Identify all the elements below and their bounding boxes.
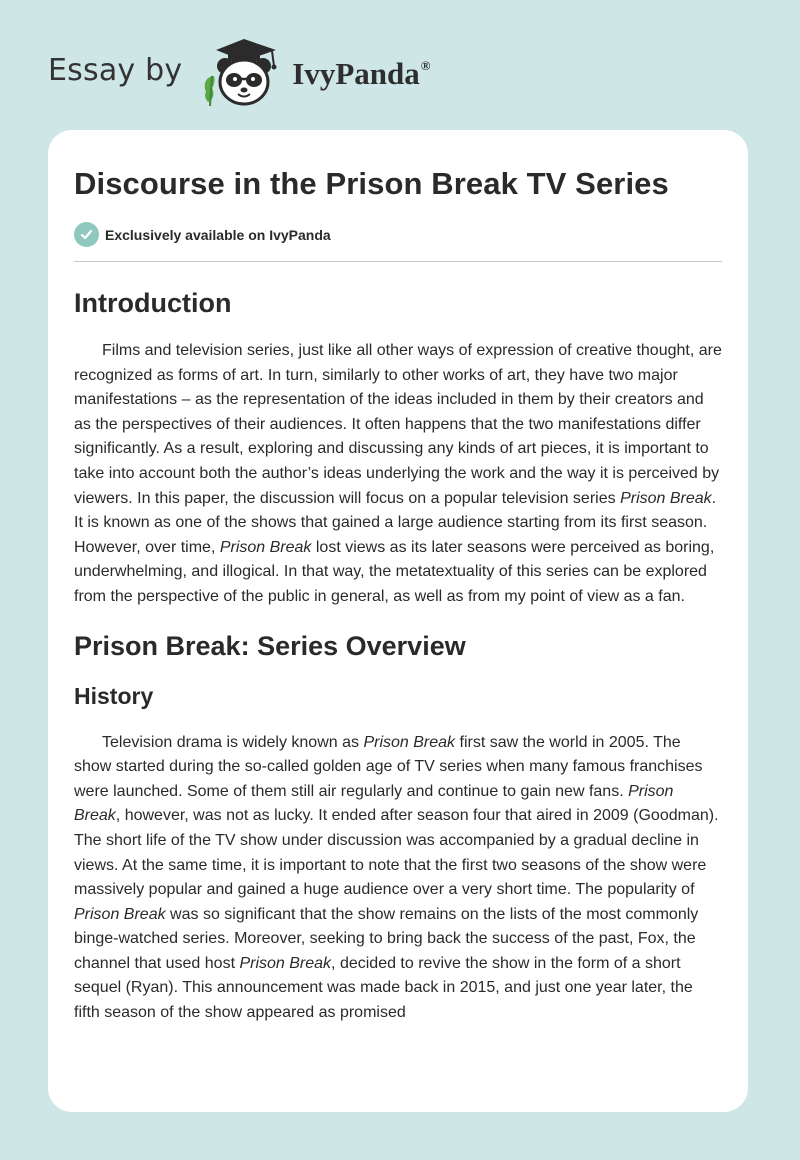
history-text-3: , however, was not as lucky. It ended after season four that aired in 2009 (Goodman). The short life of the TV show under discussion was accompanied by a gradual decline in views. At the same time, it is important to note that the first two seasons of the show were massively popular and gained a huge audience over a very short time. The popularity of (74, 807, 719, 899)
history-text-2: first saw the world in 2005. The show started during the so-called golden age of TV series when many famous franchises were launched. Some of them still air regularly and continue to gain new fans. (74, 733, 703, 800)
intro-text-3: lost views as its later seasons were perceived as boring, underwhelming, and illogical. In that way, the metatextuality of this series can be explored from the perspective of the public in general, as well as from my point of view as a fan. (74, 538, 715, 605)
exclusive-label: Exclusively available on IvyPanda (105, 226, 331, 243)
history-italic-4: Prison Break (239, 954, 332, 972)
history-text-5: , decided to revive the show in the form of a short sequel (Ryan). This announcement was made back in 2015, and just one year later, the fifth season of the show appeared as promised (74, 954, 693, 1022)
registered-mark: ® (420, 58, 431, 73)
exclusive-badge (74, 222, 722, 247)
brand-name (292, 56, 430, 92)
history-heading: History (74, 682, 154, 709)
intro-paragraph (74, 339, 722, 610)
brand-text: IvyPanda (292, 56, 420, 91)
history-italic-2: Prison Break (74, 782, 674, 825)
history-italic-3: Prison Break (74, 905, 166, 923)
site-logo[interactable] (48, 36, 431, 110)
intro-italic-1: Prison Break (620, 489, 712, 507)
intro-italic-2: Prison Break (219, 538, 312, 556)
panda-graduate-logo-icon (198, 36, 290, 110)
history-text-1: Television drama is widely known as (102, 733, 364, 751)
overview-heading: Prison Break: Series Overview (74, 630, 466, 661)
check-circle-icon (74, 222, 99, 247)
essay-card (48, 130, 748, 1112)
page-title: Discourse in the Prison Break TV Series (74, 166, 669, 201)
divider (74, 261, 722, 262)
history-italic-1: Prison Break (363, 733, 456, 751)
intro-heading: Introduction (74, 288, 232, 318)
history-text-4: was so significant that the show remains on the lists of the most commonly binge-watched series. Moreover, seeking to bring back the success of the past, Fox, the channel that used host (74, 905, 699, 972)
intro-text-2: . It is known as one of the shows that gained a large audience starting from its first season. However, over time, (74, 489, 717, 556)
essay-by-label: Essay by (48, 52, 183, 88)
intro-text-1: Films and television series, just like all other ways of expression of creative thought, are recognized as forms of art. In turn, similarly to other works of art, they have two major manifestations – as the representation of the ideas included in them by their creators and as the perspectives of their audiences. It often happens that the two manifestations differ significantly. As a result, exploring and discussing any kinds of art pieces, it is important to take into account both the author’s ideas underlying the work and the way it is perceived by viewers. In this paper, the discussion will focus on a popular television series (74, 342, 722, 507)
history-paragraph (74, 731, 722, 1026)
